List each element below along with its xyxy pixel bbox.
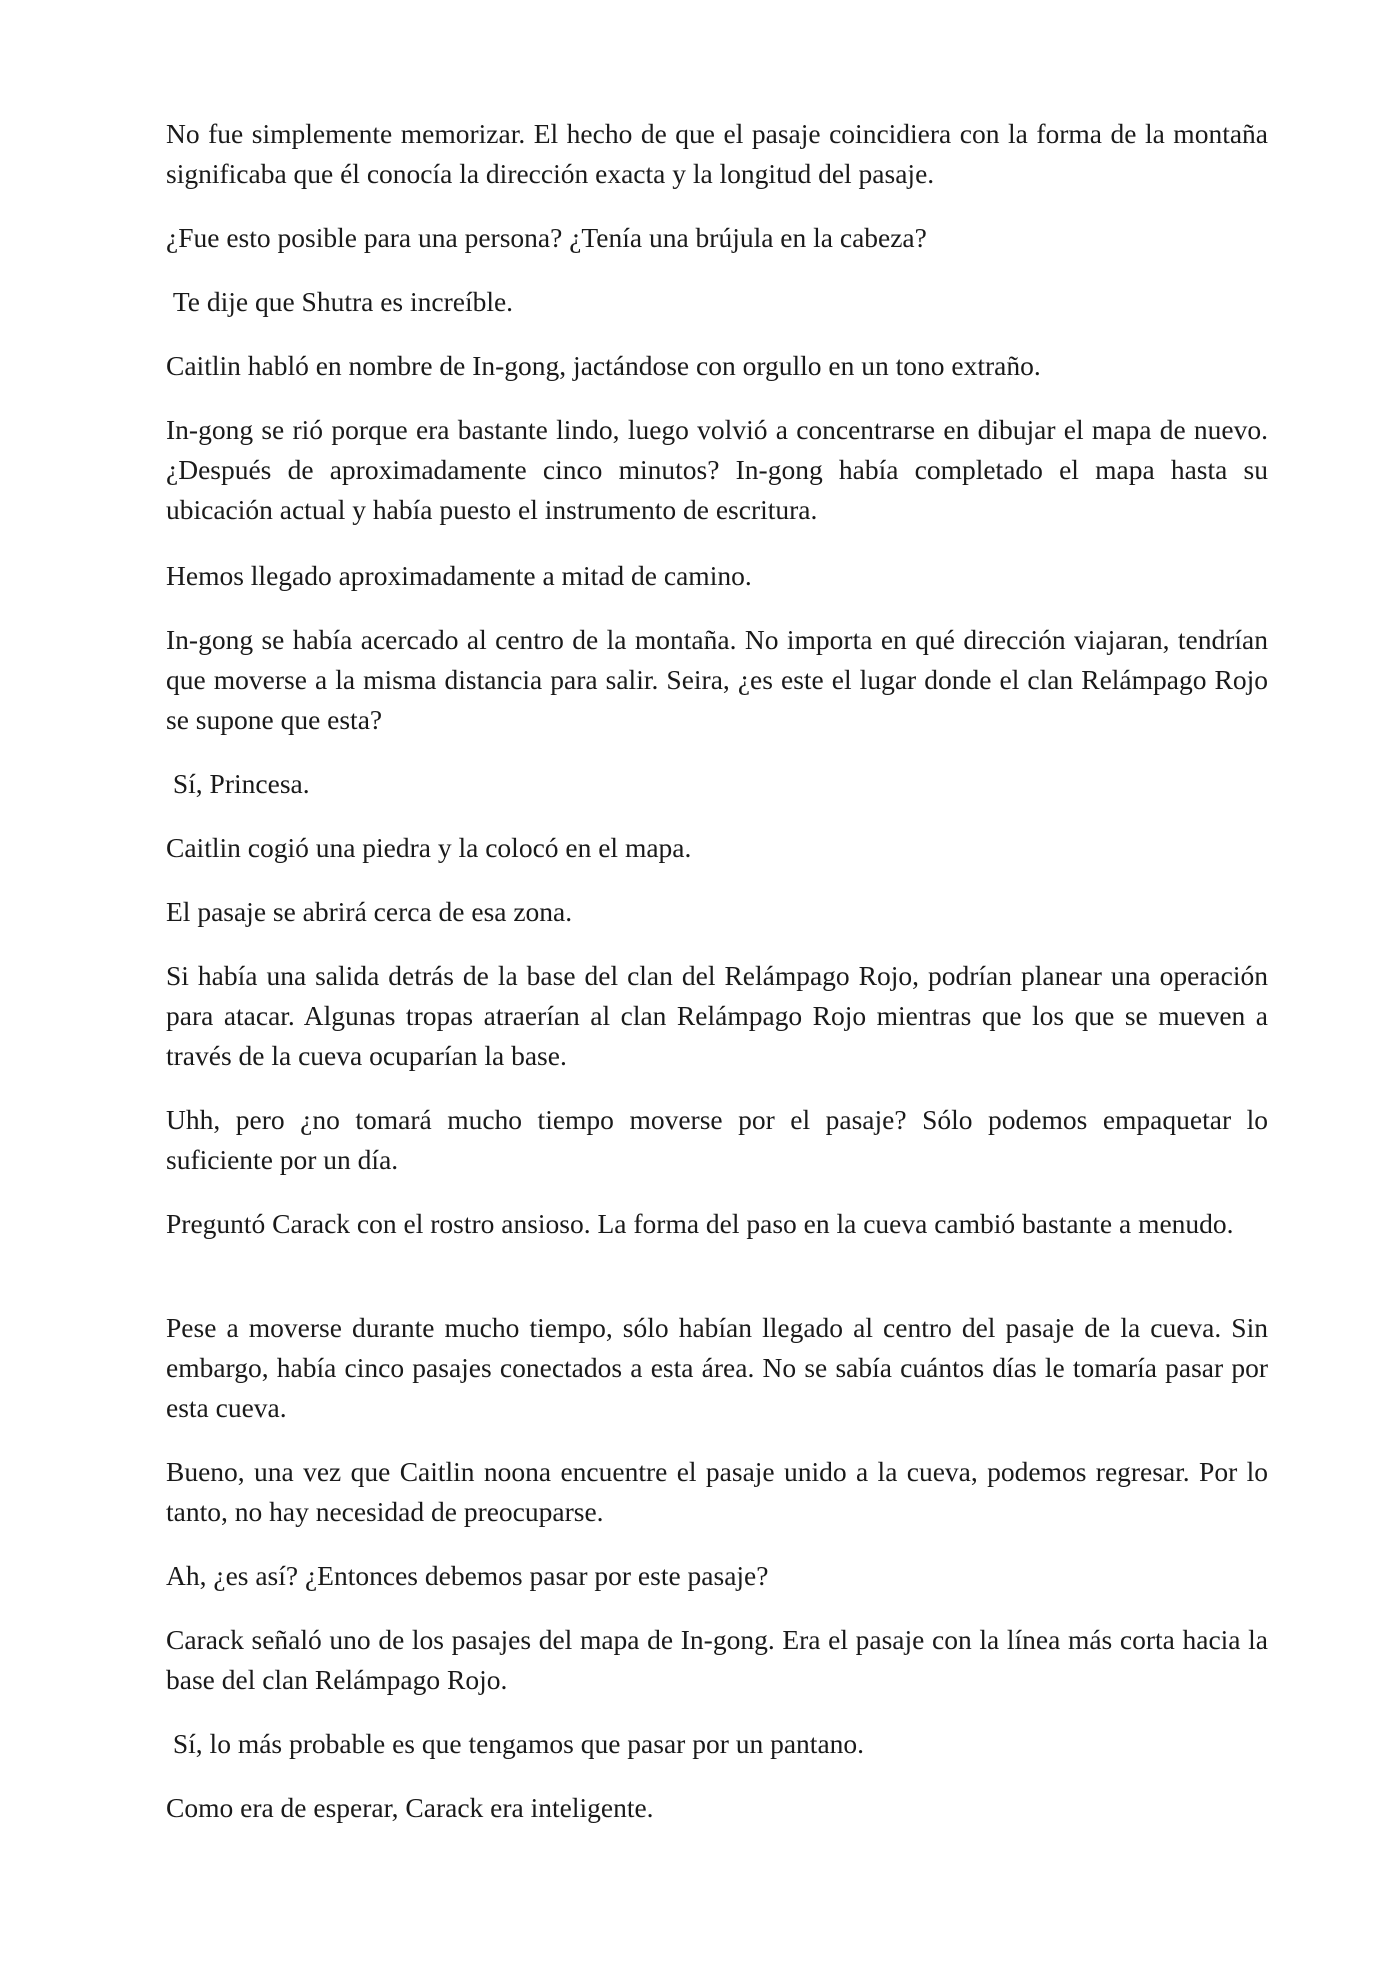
paragraph-2: ¿Fue esto posible para una persona? ¿Tenía una brújula en la cabeza? [166,222,927,253]
paragraph-14: Pese a moverse durante mucho tiempo, sólo habían llegado al centro del pasaje de la cueva. Sin embargo, había cinco pasajes conectados a esta área. No se sabía cuántos días le tomaría pasar por esta cueva. [166,1312,1275,1423]
paragraph-9: Caitlin cogió una piedra y la colocó en el mapa. [166,832,692,863]
paragraph-16: Ah, ¿es así? ¿Entonces debemos pasar por este pasaje? [166,1560,769,1591]
paragraph-19: Como era de esperar, Carack era inteligente. [166,1792,654,1823]
paragraph-10: El pasaje se abrirá cerca de esa zona. [166,896,573,927]
paragraph-7: In-gong se había acercado al centro de la montaña. No importa en qué dirección viajaran, tendrían que moverse a la misma distancia para salir. Seira, ¿es este el lugar donde el clan Relámpago Rojo se supone que esta? [166,624,1275,735]
paragraph-3: Te dije que Shutra es increíble. [166,286,514,317]
paragraph-8: Sí, Princesa. [166,768,310,799]
paragraph-11: Si había una salida detrás de la base del clan del Relámpago Rojo, podrían planear una operación para atacar. Algunas tropas atraerían al clan Relámpago Rojo mientras que los que se mueven a través de la cueva ocuparían la base. [166,960,1275,1071]
paragraph-13: Preguntó Carack con el rostro ansioso. La forma del paso en la cueva cambió bastante a menudo. [166,1208,1234,1239]
paragraph-4: Caitlin habló en nombre de In-gong, jactándose con orgullo en un tono extraño. [166,350,1041,381]
paragraph-18: Sí, lo más probable es que tengamos que pasar por un pantano. [166,1728,865,1759]
paragraph-6: Hemos llegado aproximadamente a mitad de camino. [166,560,752,591]
paragraph-12: Uhh, pero ¿no tomará mucho tiempo moverse por el pasaje? Sólo podemos empaquetar lo suficiente por un día. [166,1104,1275,1175]
paragraph-17: Carack señaló uno de los pasajes del mapa de In-gong. Era el pasaje con la línea más corta hacia la base del clan Relámpago Rojo. [166,1624,1275,1695]
paragraph-15: Bueno, una vez que Caitlin noona encuentre el pasaje unido a la cueva, podemos regresar. Por lo tanto, no hay necesidad de preocuparse. [166,1456,1275,1527]
paragraph-1: No fue simplemente memorizar. El hecho de que el pasaje coincidiera con la forma de la montaña significaba que él conocía la dirección exacta y la longitud del pasaje. [166,118,1275,189]
paragraph-5: In-gong se rió porque era bastante lindo, luego volvió a concentrarse en dibujar el mapa de nuevo. ¿Después de aproximadamente cinco minutos? In-gong había completado el mapa hasta su ubicación actual y había puesto el instrumento de escritura. [166,414,1275,525]
